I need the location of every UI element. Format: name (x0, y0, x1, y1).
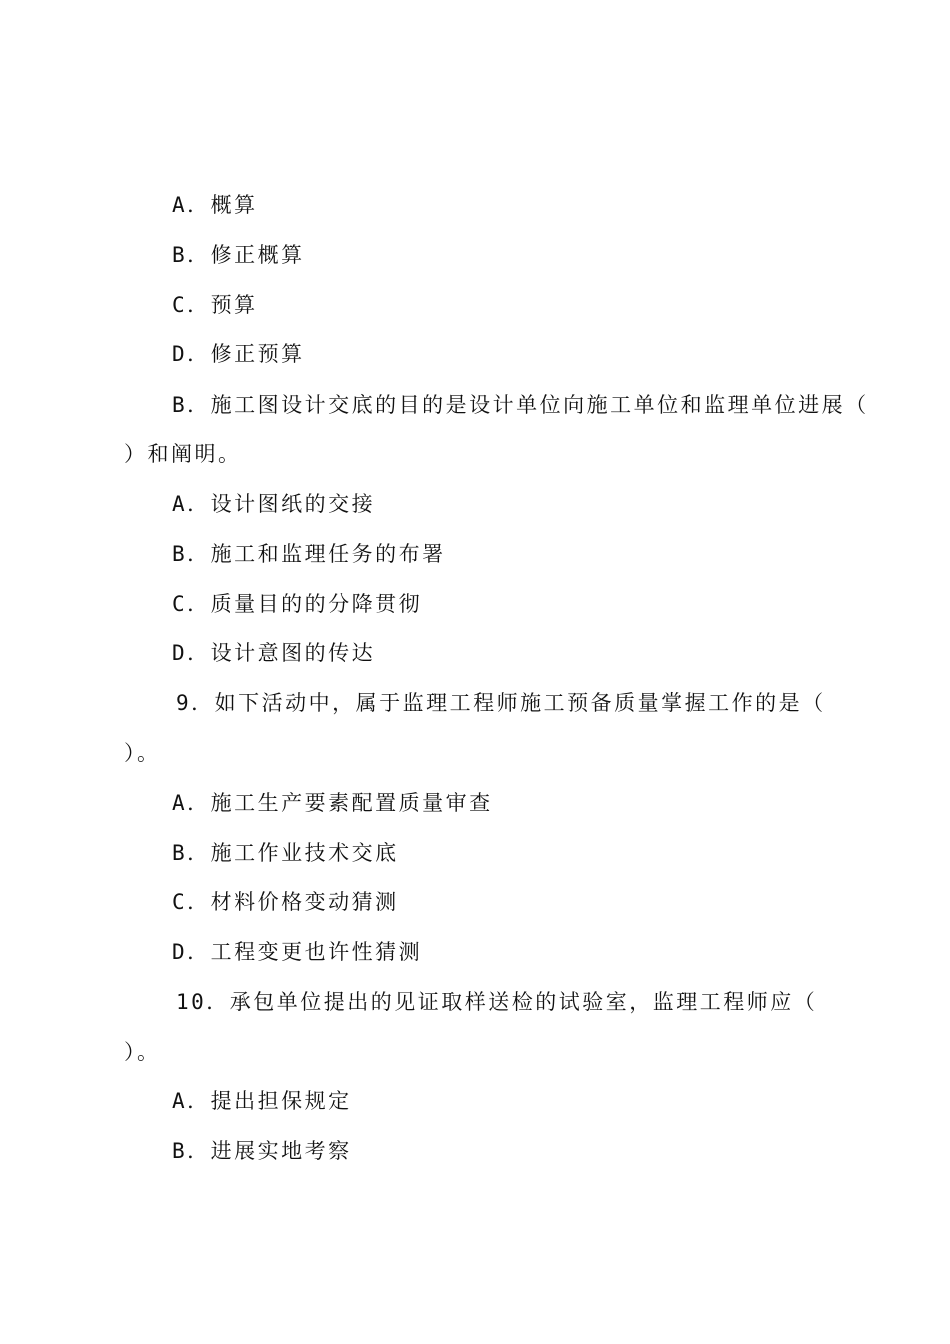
question-8-stem: B．施工图设计交底的目的是设计单位向施工单位和监理单位进展（ (172, 393, 869, 417)
question-9-option-d: D．工程变更也许性猜测 (172, 940, 423, 964)
option-c-budget: C．预算 (172, 293, 258, 317)
question-8-stem-continued: ）和阐明。 (124, 442, 242, 466)
question-9-option-b: B．施工作业技术交底 (172, 841, 399, 865)
question-8-option-c: C．质量目的的分降贯彻 (172, 592, 423, 616)
option-b-revised-estimate: B．修正概算 (172, 243, 305, 267)
question-9-option-c: C．材料价格变动猜测 (172, 890, 399, 914)
question-10-option-a: A．提出担保规定 (172, 1089, 352, 1113)
question-8-option-a: A．设计图纸的交接 (172, 492, 376, 516)
question-10-option-b: B．进展实地考察 (172, 1139, 352, 1163)
question-8-option-d: D．设计意图的传达 (172, 641, 376, 665)
question-9-option-a: A．施工生产要素配置质量审查 (172, 791, 493, 815)
question-10-stem: 10．承包单位提出的见证取样送检的试验室，监理工程师应（ (176, 990, 818, 1014)
question-9-stem: 9．如下活动中，属于监理工程师施工预备质量掌握工作的是（ (176, 691, 826, 715)
option-d-revised-budget: D．修正预算 (172, 342, 305, 366)
question-8-option-b: B．施工和监理任务的布署 (172, 542, 446, 566)
question-9-stem-continued: ）。 (124, 741, 161, 765)
option-a-budget-estimate: A．概算 (172, 193, 258, 217)
question-10-stem-continued: ）。 (124, 1040, 161, 1064)
